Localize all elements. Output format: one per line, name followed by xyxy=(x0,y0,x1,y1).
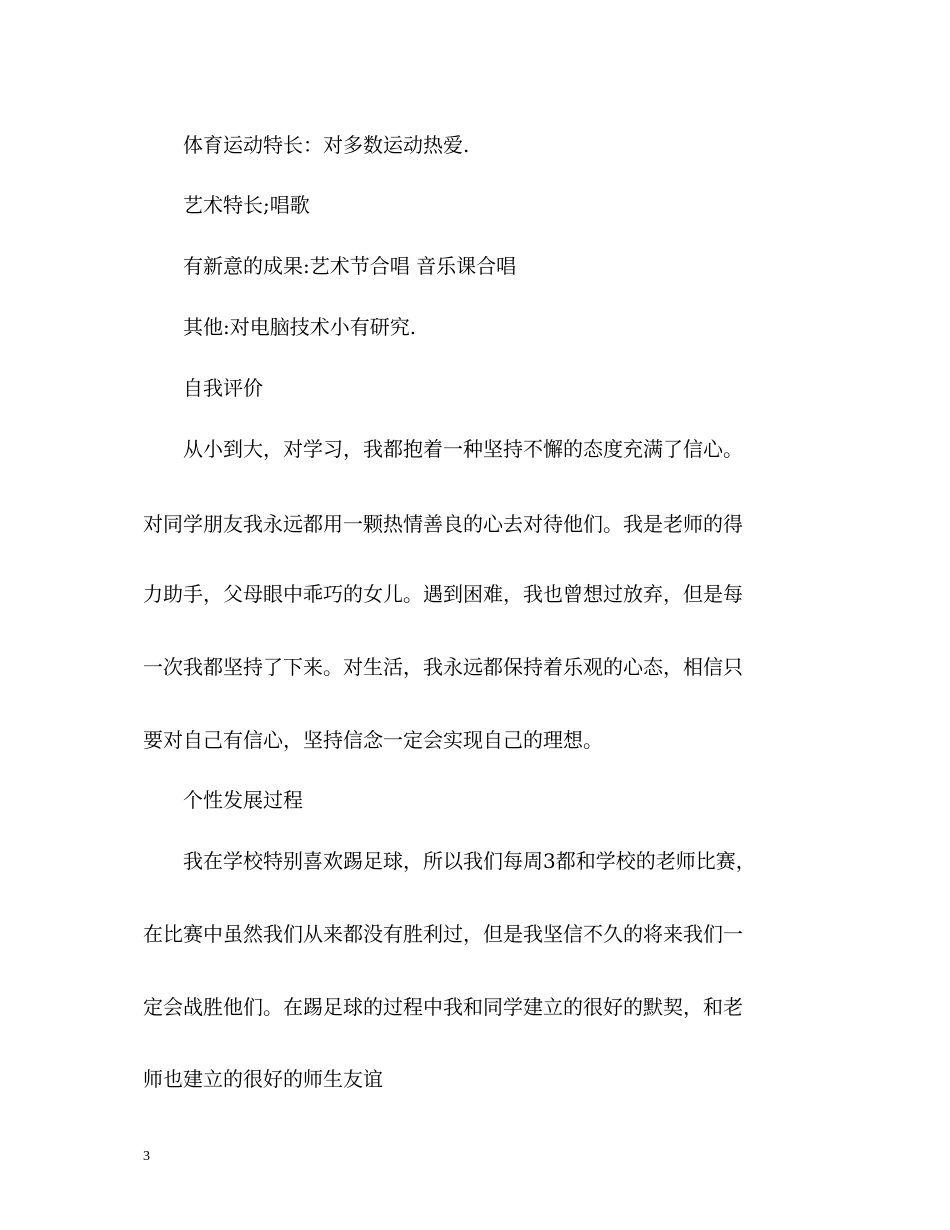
art-specialty-line: 艺术特长;唱歌 xyxy=(183,193,310,217)
self-evaluation-paragraph-line: 一次我都坚持了下来。对生活，我永远都保持着乐观的心态，相信只 xyxy=(143,655,743,679)
self-evaluation-paragraph-line: 对同学朋友我永远都用一颗热情善良的心去对待他们。我是老师的得 xyxy=(143,512,743,536)
self-evaluation-paragraph-line: 要对自己有信心，坚持信念一定会实现自己的理想。 xyxy=(143,728,603,752)
personal-development-paragraph-line: 师也建立的很好的师生友谊 xyxy=(143,1067,383,1091)
self-evaluation-paragraph-line: 从小到大，对学习，我都抱着一种坚持不懈的态度充满了信心。 xyxy=(183,437,743,461)
creative-achievements-line: 有新意的成果:艺术节合唱 音乐课合唱 xyxy=(183,254,517,278)
personal-development-paragraph-line: 在比赛中虽然我们从来都没有胜利过，但是我坚信不久的将来我们一 xyxy=(143,922,743,946)
sports-specialty-line: 体育运动特长：对多数运动热爱. xyxy=(183,133,470,157)
self-evaluation-heading: 自我评价 xyxy=(183,376,263,400)
personal-development-heading: 个性发展过程 xyxy=(183,788,303,812)
self-evaluation-paragraph-line: 力助手，父母眼中乖巧的女儿。遇到困难，我也曾想过放弃，但是每 xyxy=(143,582,743,606)
personal-development-paragraph-line: 定会战胜他们。在踢足球的过程中我和同学建立的很好的默契，和老 xyxy=(143,995,743,1019)
other-line: 其他:对电脑技术小有研究. xyxy=(183,315,417,339)
page-number: 3 xyxy=(143,1149,150,1164)
personal-development-paragraph-line: 我在学校特别喜欢踢足球，所以我们每周3都和学校的老师比赛， xyxy=(183,849,756,873)
